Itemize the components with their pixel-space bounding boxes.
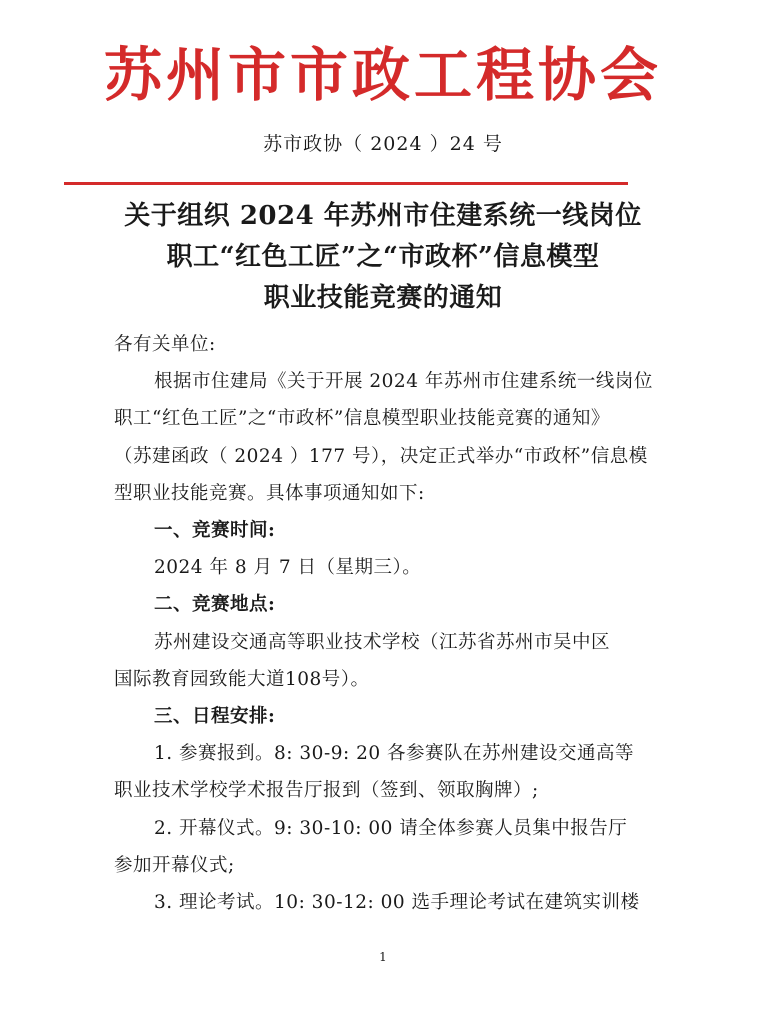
- paragraph-line: 型职业技能竞赛。具体事项通知如下:: [114, 482, 425, 504]
- schedule-line: 职业技术学校学术报告厅报到（签到、领取胸牌）;: [114, 780, 539, 802]
- organization-header: 苏州市市政工程协会: [103, 43, 662, 108]
- location-line: 国际教育园致能大道108号）。: [114, 668, 370, 690]
- schedule-line: 参加开幕仪式;: [114, 854, 235, 876]
- notice-title: [80, 196, 686, 319]
- section-heading-location: 二、竞赛地点:: [154, 594, 276, 616]
- schedule-line: 3. 理论考试。10: 30-12: 00 选手理论考试在建筑实训楼: [154, 892, 640, 914]
- title-line: 关于组织 2024 年苏州市住建系统一线岗位: [124, 201, 642, 231]
- salutation: 各有关单位:: [114, 334, 216, 355]
- document-number: 苏市政协（ 2024 ）24 号: [263, 133, 503, 155]
- notice-body: [114, 326, 704, 921]
- title-line: 职工“红色工匠”之“市政杯”信息模型: [166, 242, 600, 272]
- location-line: 苏州建设交通高等职业技术学校（江苏省苏州市吴中区: [154, 631, 611, 653]
- page-number: 1: [379, 950, 387, 964]
- title-line: 职业技能竞赛的通知: [263, 283, 503, 313]
- paragraph-line: （苏建函政（ 2024 ）177 号），决定正式举办“市政杯”信息模: [114, 445, 648, 467]
- schedule-line: 2. 开幕仪式。9: 30-10: 00 请全体参赛人员集中报告厅: [154, 817, 628, 839]
- red-divider: [64, 182, 628, 185]
- paragraph-line: 职工“红色工匠”之“市政杯”信息模型职业技能竞赛的通知》: [114, 408, 610, 430]
- section-heading-time: 一、竞赛时间:: [154, 520, 276, 542]
- paragraph-line: 根据市住建局《关于开展 2024 年苏州市住建系统一线岗位: [154, 371, 653, 393]
- section-heading-schedule: 三、日程安排:: [154, 706, 276, 728]
- competition-date: 2024 年 8 月 7 日（星期三）。: [154, 557, 422, 579]
- schedule-line: 1. 参赛报到。8: 30-9: 20 各参赛队在苏州建设交通高等: [154, 743, 635, 765]
